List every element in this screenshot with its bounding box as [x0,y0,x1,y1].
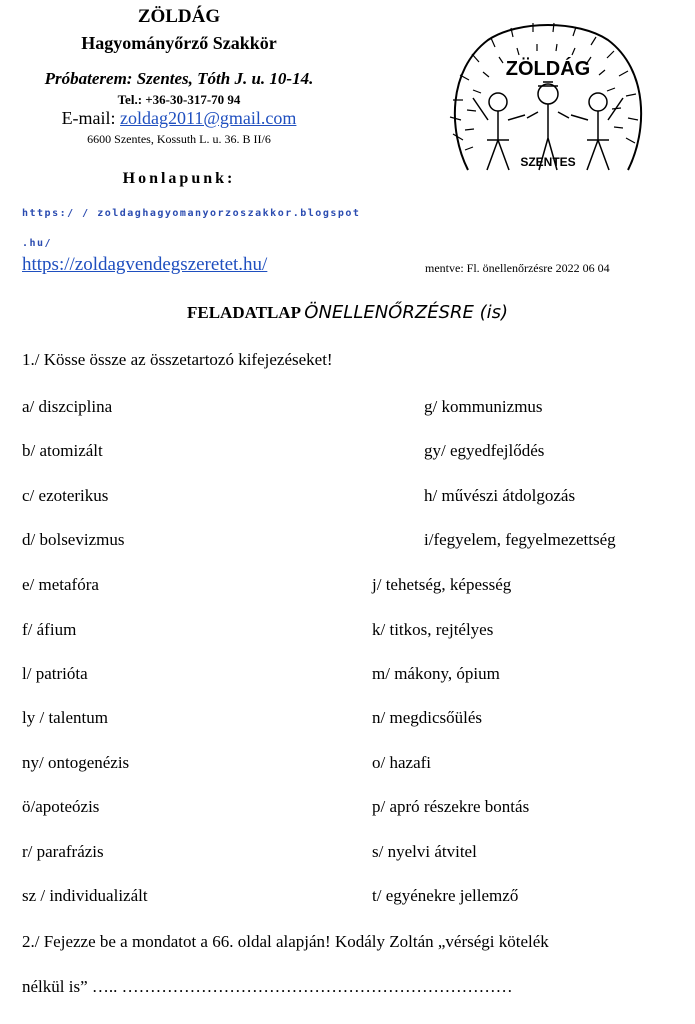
email-link[interactable]: zoldag2011@gmail.com [120,108,297,128]
left-item: b/ atomizált [22,441,103,460]
logo-title: ZÖLDÁG [505,58,591,80]
postal-address: 6600 Szentes, Kossuth L. u. 36. B II/6 [87,132,271,146]
left-item: c/ ezoterikus [22,486,109,505]
question-1: 1./ Kösse össze az összetartozó kifejezéseket! [22,350,333,369]
phone-number: Tel.: +36-30-317-70 94 [117,92,241,107]
right-item: t/ egyénekre jellemző [372,886,519,905]
left-item: r/ parafrázis [22,842,104,861]
right-item: n/ megdicsőülés [372,708,483,727]
left-item: ly / talentum [22,708,108,727]
right-item: i/fegyelem, fegyelmezettség [424,530,616,549]
right-item: k/ titkos, rejtélyes [372,620,494,639]
rehearsal-address: Próbaterem: Szentes, Tóth J. u. 10-14. [44,69,314,88]
right-item: s/ nyelvi átvitel [372,842,477,861]
question-2-line1: 2./ Fejezze be a mondatot a 66. oldal alapján! Kodály Zoltán „vérségi kötelék [22,932,549,951]
org-name: ZÖLDÁG [137,6,221,27]
email-line [20,108,338,129]
right-item: gy/ egyedfejlődés [424,441,545,460]
right-item: g/ kommunizmus [424,397,543,416]
worksheet-title-plain: FELADATLAP [186,303,305,322]
left-item: l/ patrióta [22,664,88,683]
right-item: p/ apró részekre bontás [372,797,530,816]
worksheet-title [0,302,695,323]
email-label: E-mail: [61,108,121,128]
blog-link-line1[interactable]: https:/ / zoldaghagyomanyorzoszakkor.blogspot [22,208,361,219]
worksheet-title-italic: ÖNELLENŐRZÉSRE (is) [304,302,509,323]
blog-link-line2[interactable]: .hu/ [22,238,53,249]
homepage-label: Honlapunk: [122,170,236,187]
question-2-line2: nélkül is” ….. …………………………………………………………… [22,977,513,996]
left-item: sz / individualizált [22,886,148,905]
left-item: a/ diszciplina [22,397,113,416]
logo-subtitle: SZENTES [520,155,576,169]
right-item: h/ művészi átdolgozás [424,486,576,505]
left-item: e/ metafóra [22,575,99,594]
left-item: ö/apoteózis [22,797,100,816]
left-item: d/ bolsevizmus [22,530,125,549]
zoldag-logo [443,20,653,185]
left-item: f/ áfium [22,620,77,639]
org-subtitle: Hagyományőrző Szakkör [81,33,277,53]
right-item: o/ hazafi [372,753,431,772]
website-link[interactable]: https://zoldagvendegszeretet.hu/ [22,254,268,275]
left-item: ny/ ontogenézis [22,753,130,772]
saved-note: mentve: Fl. önellenőrzésre 2022 06 04 [425,261,610,275]
right-item: j/ tehetség, képesség [372,575,512,594]
right-item: m/ mákony, ópium [372,664,500,683]
